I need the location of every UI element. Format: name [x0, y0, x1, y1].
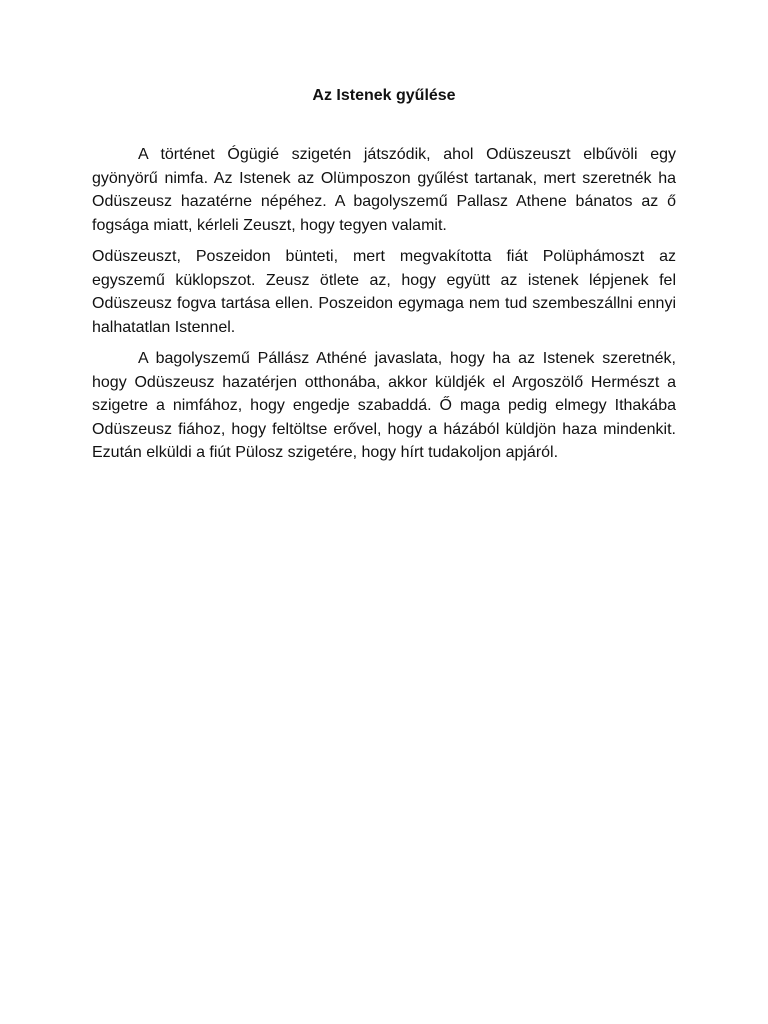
paragraph-2: Odüszeuszt, Poszeidon bünteti, mert megvakította fiát Polüphámoszt az egyszemű küklopszot. Zeusz ötlete az, hogy együtt az istenek lépjenek fel Odüszeusz fogva tartása ellen. Poszeidon egymaga nem tud szembeszállni ennyi halhatatlan Istennel.: [92, 248, 676, 336]
paragraph-3: A bagolyszemű Pállász Athéné javaslata, hogy ha az Istenek szeretnék, hogy Odüszeusz hazatérjen otthonába, akkor küldjék el Argoszölő Hermészt a szigetre a nimfához, hogy engedje szabaddá. Ő maga pedig elmegy Ithakába Odüszeusz fiához, hogy feltöltse erővel, hogy a házából küldjön haza mindenkit. Ezután elküldi a fiút Pülosz szigetére, hogy hírt tudakoljon apjáról.: [92, 350, 676, 461]
document-body: [92, 86, 676, 473]
document-title: Az Istenek gyűlése: [312, 87, 456, 104]
paragraph-1: A történet Ógügié szigetén játszódik, ahol Odüszeuszt elbűvöli egy gyönyörű nimfa. Az Istenek az Olümposzon gyűlést tartanak, mert szeretnék ha Odüszeusz hazatérne népéhez. A bagolyszemű Pallasz Athene bánatos az ő fogsága miatt, kérleli Zeuszt, hogy tegyen valamit.: [92, 146, 676, 234]
